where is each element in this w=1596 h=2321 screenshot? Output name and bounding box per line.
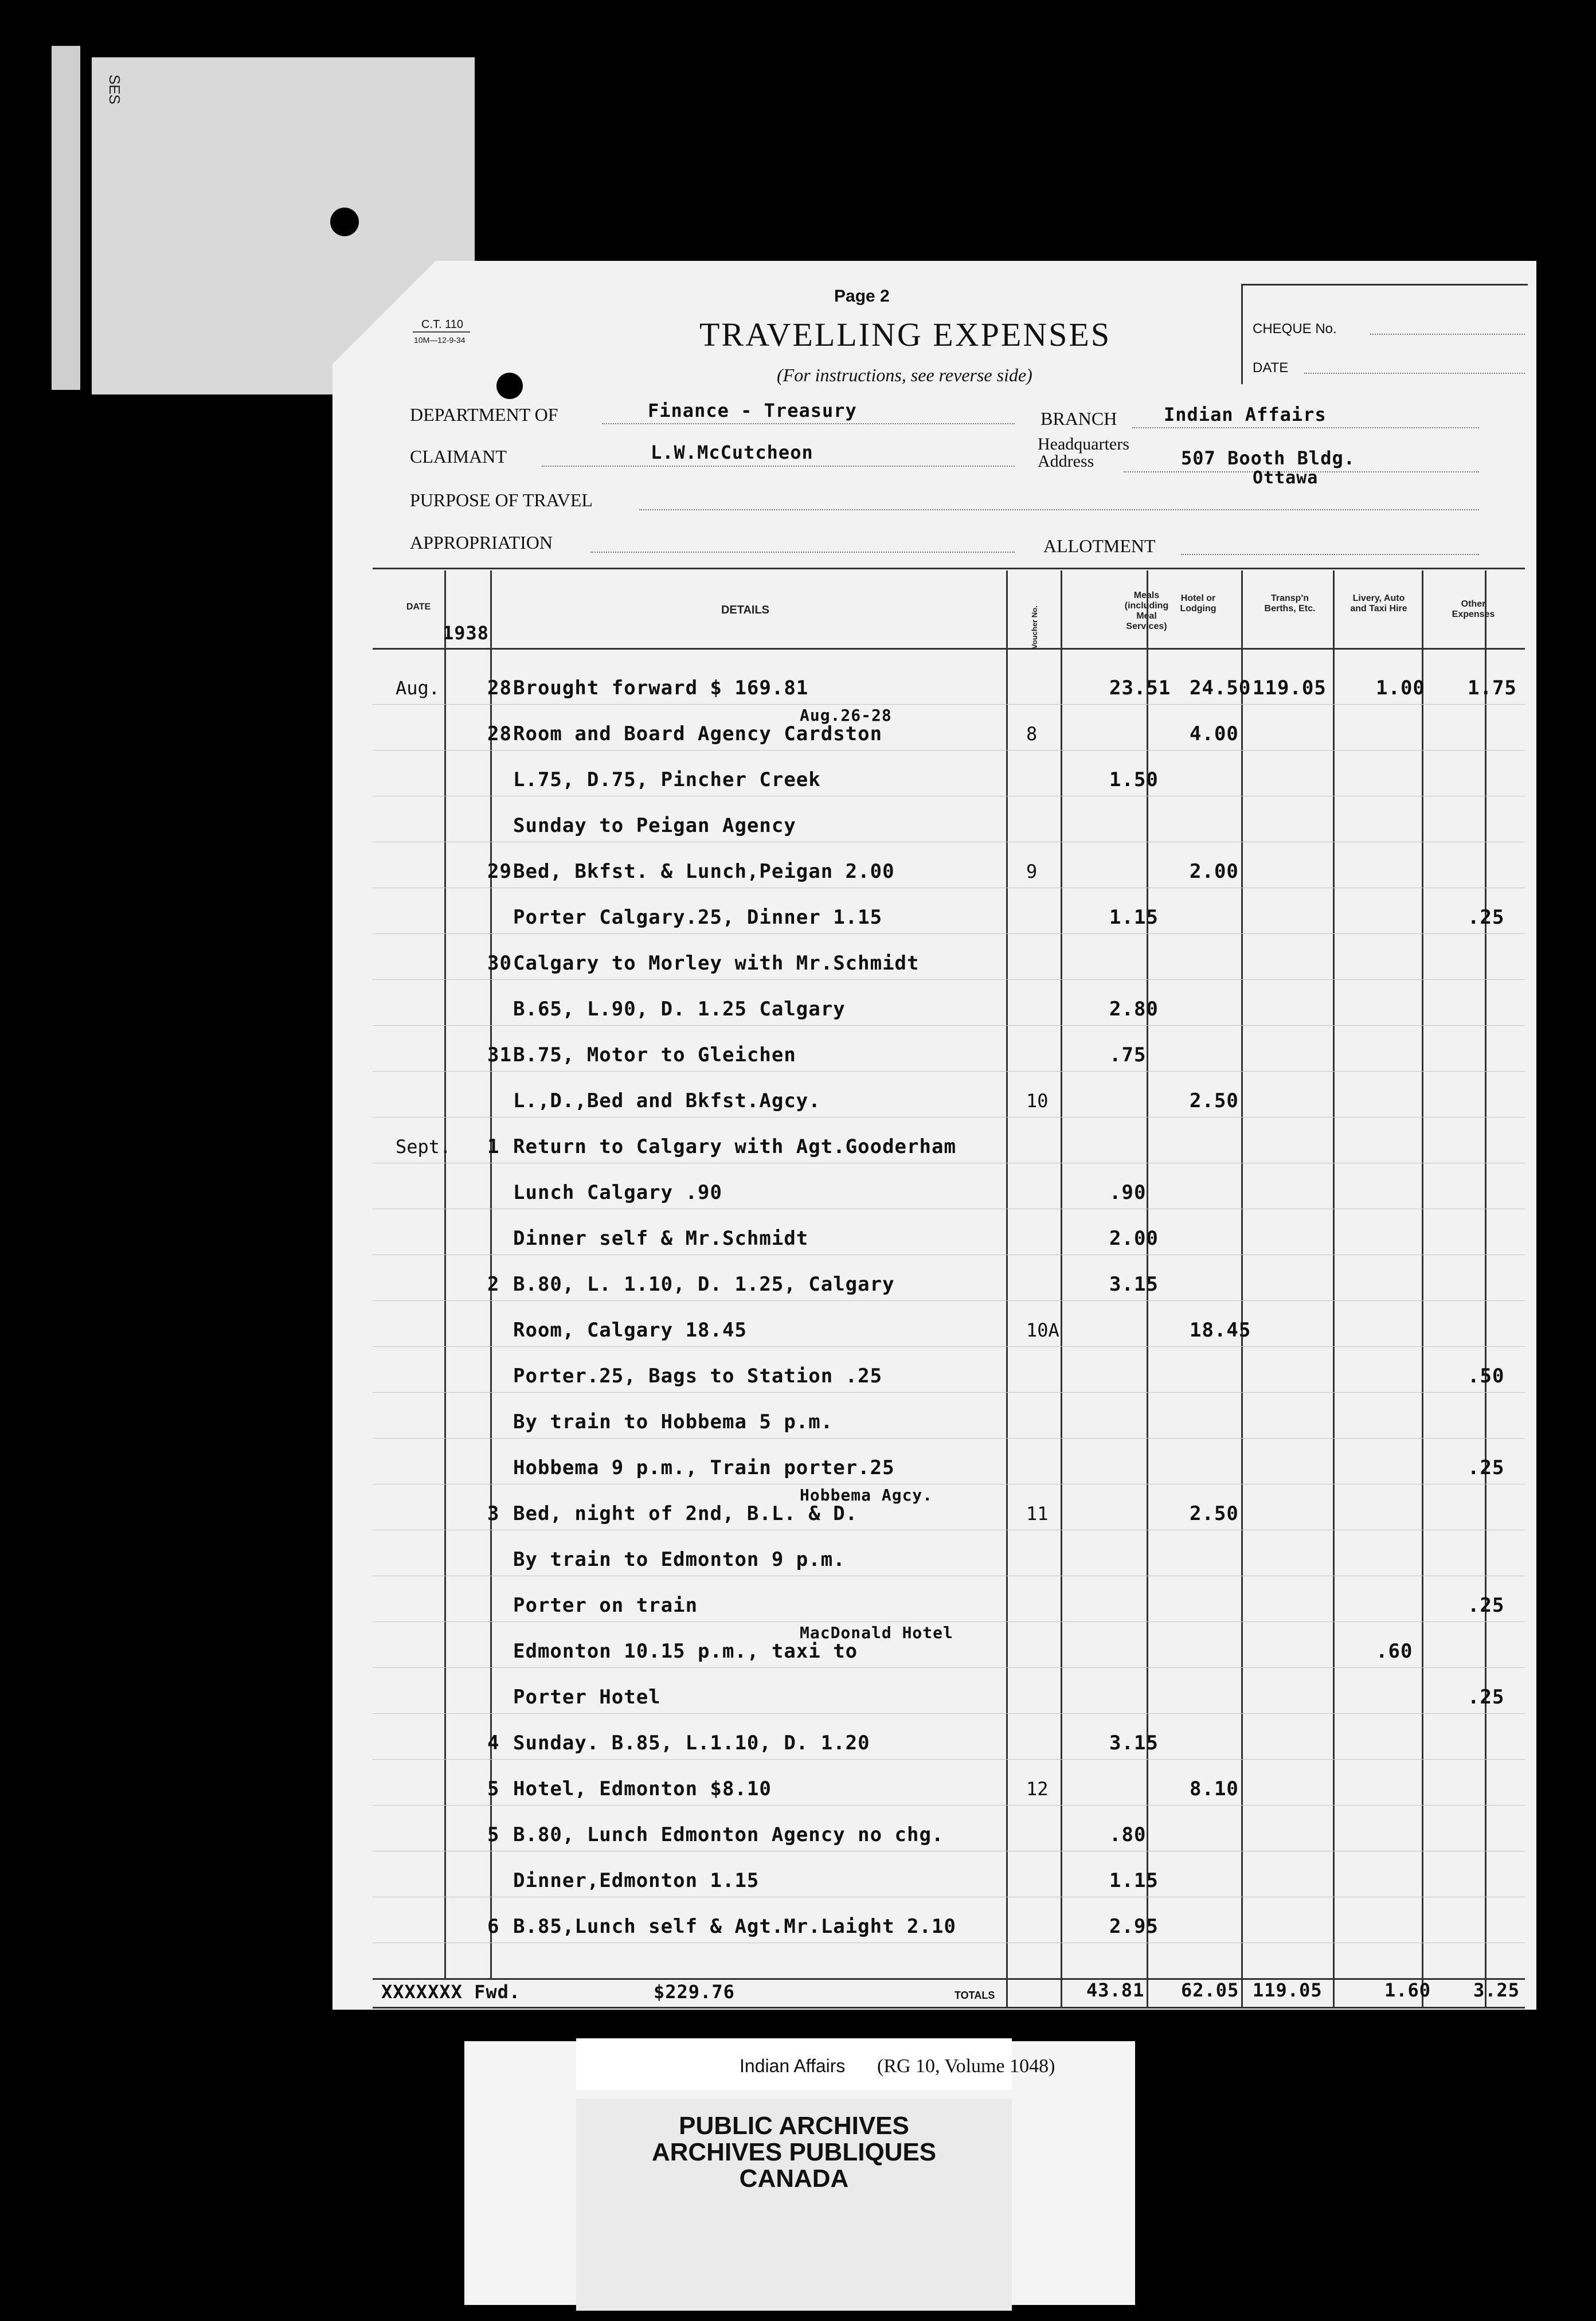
row-detail: Porter.25, Bags to Station .25 [513, 1365, 883, 1388]
row-detail: Room and Board Agency Cardston [513, 722, 883, 745]
archive-stamp [576, 2113, 1012, 2192]
meals-amount: 2.95 [1109, 1915, 1159, 1938]
row-detail: Edmonton 10.15 p.m., taxi to [513, 1640, 858, 1663]
meals-amount: 1.15 [1109, 1869, 1159, 1892]
hq-city-value: Ottawa [1253, 468, 1319, 488]
column-header-other: Other Expenses [1452, 599, 1495, 619]
row-detail: Bed, night of 2nd, B.L. & D. [513, 1502, 858, 1525]
date-field [1304, 373, 1525, 374]
meals-amount: .80 [1109, 1823, 1147, 1846]
department-field [602, 423, 1015, 424]
row-detail: Porter on train [513, 1594, 698, 1617]
date-label: DATE [1253, 360, 1289, 376]
livery-amount: 1.00 [1376, 677, 1425, 700]
ledger-rule [373, 704, 1525, 705]
column-header-transp: Transp'n Berths, Etc. [1264, 593, 1316, 614]
meals-amount: .75 [1109, 1044, 1147, 1066]
meals-amount: .90 [1109, 1181, 1147, 1204]
table-footer-rule [373, 2007, 1525, 2009]
row-detail: Bed, Bkfst. & Lunch,Peigan 2.00 [513, 860, 895, 883]
row-detail: Hotel, Edmonton $8.10 [513, 1777, 772, 1800]
cheque-field [1370, 334, 1525, 335]
row-voucher: 9 [1026, 861, 1038, 882]
ledger-rule [373, 1346, 1525, 1347]
punch-hole [330, 208, 359, 236]
ledger-rule [373, 1300, 1525, 1301]
column-separator [1006, 571, 1008, 2007]
hq-label [1038, 436, 1129, 470]
appropriation-field [590, 552, 1015, 553]
archive-title-fr: ARCHIVES PUBLIQUES [651, 2138, 937, 2166]
hq-label-line1: Headquarters [1038, 435, 1129, 454]
other-amount: .25 [1468, 906, 1505, 929]
row-voucher: 10 [1026, 1090, 1049, 1112]
table-header-rule [373, 648, 1525, 650]
page-number: Page 2 [834, 287, 890, 306]
hotel-amount: 8.10 [1190, 1777, 1239, 1800]
forward-label: XXXXXXX Fwd. [381, 1981, 521, 2003]
row-detail: Porter Hotel [513, 1686, 661, 1709]
other-amount: .25 [1468, 1686, 1505, 1709]
row-detail: Brought forward $ 169.81 [513, 677, 809, 700]
meals-amount: 1.15 [1109, 906, 1159, 929]
row-month: Sept. [396, 1136, 451, 1158]
meals-amount: 23.51 [1109, 677, 1171, 700]
row-day: 28 [487, 677, 512, 700]
row-voucher: 10A [1026, 1319, 1059, 1341]
row-note: Aug.26-28 [800, 706, 892, 725]
cheque-label: CHEQUE No. [1253, 321, 1337, 337]
column-header-date: DATE [406, 602, 431, 612]
column-header-livery: Livery, Auto and Taxi Hire [1350, 593, 1407, 614]
totals-label: TOTALS [955, 1990, 995, 2001]
ledger-rule [373, 1071, 1525, 1072]
meals-amount: 2.00 [1109, 1227, 1159, 1250]
form-subtitle: (For instructions, see reverse side) [777, 365, 1032, 385]
year-value: 1938 [443, 622, 490, 644]
row-detail: Lunch Calgary .90 [513, 1181, 722, 1204]
table-top-rule [373, 568, 1525, 569]
row-voucher: 12 [1026, 1778, 1049, 1800]
ledger-rule [373, 1392, 1525, 1393]
column-separator [1061, 571, 1062, 2007]
hotel-amount: 2.50 [1190, 1502, 1239, 1525]
row-detail: Hobbema 9 p.m., Train porter.25 [513, 1456, 895, 1479]
ledger-rule [373, 750, 1525, 751]
archive-country: CANADA [739, 2164, 849, 2193]
row-detail: B.80, Lunch Edmonton Agency no chg. [513, 1823, 944, 1846]
row-detail: By train to Edmonton 9 p.m. [513, 1548, 846, 1571]
other-amount: .50 [1468, 1365, 1505, 1388]
cheque-box-border [1241, 284, 1528, 286]
row-detail: Sunday. B.85, L.1.10, D. 1.20 [513, 1732, 870, 1755]
allotment-label: ALLOTMENT [1043, 536, 1156, 556]
meals-amount: 2.80 [1109, 998, 1159, 1021]
total-livery: 1.60 [1384, 1979, 1431, 2001]
department-label: DEPARTMENT OF [410, 404, 558, 425]
other-amount: .25 [1468, 1594, 1505, 1617]
row-day: 30 [487, 952, 512, 975]
row-month: Aug. [396, 677, 440, 699]
other-amount: .25 [1468, 1456, 1505, 1479]
hotel-amount: 2.50 [1190, 1089, 1239, 1112]
hotel-amount: 24.50 [1190, 677, 1251, 700]
column-separator [444, 571, 446, 1978]
meals-amount: 1.50 [1109, 768, 1159, 791]
column-separator [1333, 571, 1335, 2007]
row-detail: Calgary to Morley with Mr.Schmidt [513, 952, 920, 975]
hq-label-line2: Address [1038, 452, 1094, 471]
row-detail: B.85,Lunch self & Agt.Mr.Laight 2.10 [513, 1915, 956, 1938]
allotment-field [1181, 554, 1479, 555]
column-separator [1485, 571, 1487, 2007]
row-day: 6 [487, 1915, 500, 1938]
hotel-amount: 18.45 [1190, 1319, 1251, 1342]
branch-field [1132, 427, 1479, 428]
ledger-rule [373, 1438, 1525, 1439]
ledger-rule [373, 1667, 1525, 1668]
row-note: Hobbema Agcy. [800, 1486, 933, 1505]
branch-value: Indian Affairs [1164, 404, 1327, 425]
archive-volume: (RG 10, Volume 1048) [877, 2056, 1055, 2077]
hq-address-value: 507 Booth Bldg. [1181, 447, 1355, 469]
archive-fonds: Indian Affairs [740, 2056, 846, 2076]
livery-amount: .60 [1376, 1640, 1413, 1663]
row-day: 2 [487, 1273, 500, 1296]
divider [413, 331, 470, 333]
claimant-value: L.W.McCutcheon [651, 441, 813, 463]
cheque-box-border [1241, 284, 1243, 384]
row-detail: B.80, L. 1.10, D. 1.25, Calgary [513, 1273, 895, 1296]
total-meals: 43.81 [1086, 1979, 1145, 2001]
form-code: C.T. 110 [421, 318, 463, 331]
ledger-rule [373, 1805, 1525, 1806]
row-day: 1 [487, 1135, 500, 1158]
row-day: 3 [487, 1502, 500, 1525]
claimant-field [542, 466, 1015, 467]
ledger-rule [373, 1025, 1525, 1026]
column-header-voucher: Voucher No. [1030, 605, 1039, 649]
row-detail: Room, Calgary 18.45 [513, 1319, 747, 1342]
column-header-details: DETAILS [721, 604, 770, 616]
row-day: 5 [487, 1777, 500, 1800]
binder-edge [52, 46, 80, 390]
ledger-rule [373, 933, 1525, 934]
other-amount: 1.75 [1468, 677, 1517, 700]
column-header-meals: Meals (including Meal Services) [1124, 591, 1169, 631]
row-voucher: 11 [1026, 1503, 1049, 1525]
ledger-rule [373, 1759, 1525, 1760]
total-transp: 119.05 [1253, 1979, 1323, 2001]
branch-label: BRANCH [1040, 408, 1117, 429]
row-detail: Dinner self & Mr.Schmidt [513, 1227, 809, 1250]
meals-amount: 3.15 [1109, 1273, 1159, 1296]
department-value: Finance - Treasury [648, 400, 857, 421]
form-printcode: 10M—12-9-34 [414, 335, 466, 345]
row-detail: B.75, Motor to Gleichen [513, 1044, 796, 1066]
row-day: 4 [487, 1732, 500, 1755]
row-detail: B.65, L.90, D. 1.25 Calgary [513, 998, 846, 1021]
row-voucher: 8 [1026, 723, 1038, 745]
column-separator [1241, 571, 1243, 2007]
purpose-field [639, 509, 1479, 510]
row-day: 28 [487, 722, 512, 745]
row-detail: Return to Calgary with Agt.Gooderham [513, 1135, 956, 1158]
punch-hole [496, 373, 523, 399]
column-separator [1422, 571, 1423, 2007]
row-note: MacDonald Hotel [800, 1623, 953, 1642]
transp-amount: 119.05 [1253, 677, 1327, 700]
form-title: TRAVELLING EXPENSES [699, 316, 1112, 353]
column-header-hotel: Hotel or Lodging [1180, 593, 1216, 614]
row-day: 31 [487, 1044, 512, 1066]
ledger-rule [373, 979, 1525, 980]
row-detail: L.75, D.75, Pincher Creek [513, 768, 821, 791]
row-detail: Sunday to Peigan Agency [513, 814, 796, 837]
row-detail: By train to Hobbema 5 p.m. [513, 1410, 834, 1433]
appropriation-label: APPROPRIATION [410, 532, 553, 553]
row-detail: Porter Calgary.25, Dinner 1.15 [513, 906, 883, 929]
hotel-amount: 2.00 [1190, 860, 1239, 883]
ledger-rule [373, 1713, 1525, 1714]
row-day: 29 [487, 860, 512, 883]
row-detail: L.,D.,Bed and Bkfst.Agcy. [513, 1089, 821, 1112]
row-day: 5 [487, 1823, 500, 1846]
row-detail: Dinner,Edmonton 1.15 [513, 1869, 760, 1892]
purpose-label: PURPOSE OF TRAVEL [410, 490, 593, 510]
hotel-amount: 4.00 [1190, 722, 1239, 745]
forward-amount: $229.76 [654, 1981, 735, 2003]
claimant-label: CLAIMANT [410, 446, 507, 467]
folder-tab-text: SES [106, 75, 123, 105]
meals-amount: 3.15 [1109, 1732, 1159, 1755]
archive-title-en: PUBLIC ARCHIVES [679, 2112, 909, 2140]
total-other: 3.25 [1473, 1979, 1520, 2001]
table-bottom-rule [373, 1978, 1525, 1980]
total-hotel: 62.05 [1181, 1979, 1239, 2001]
